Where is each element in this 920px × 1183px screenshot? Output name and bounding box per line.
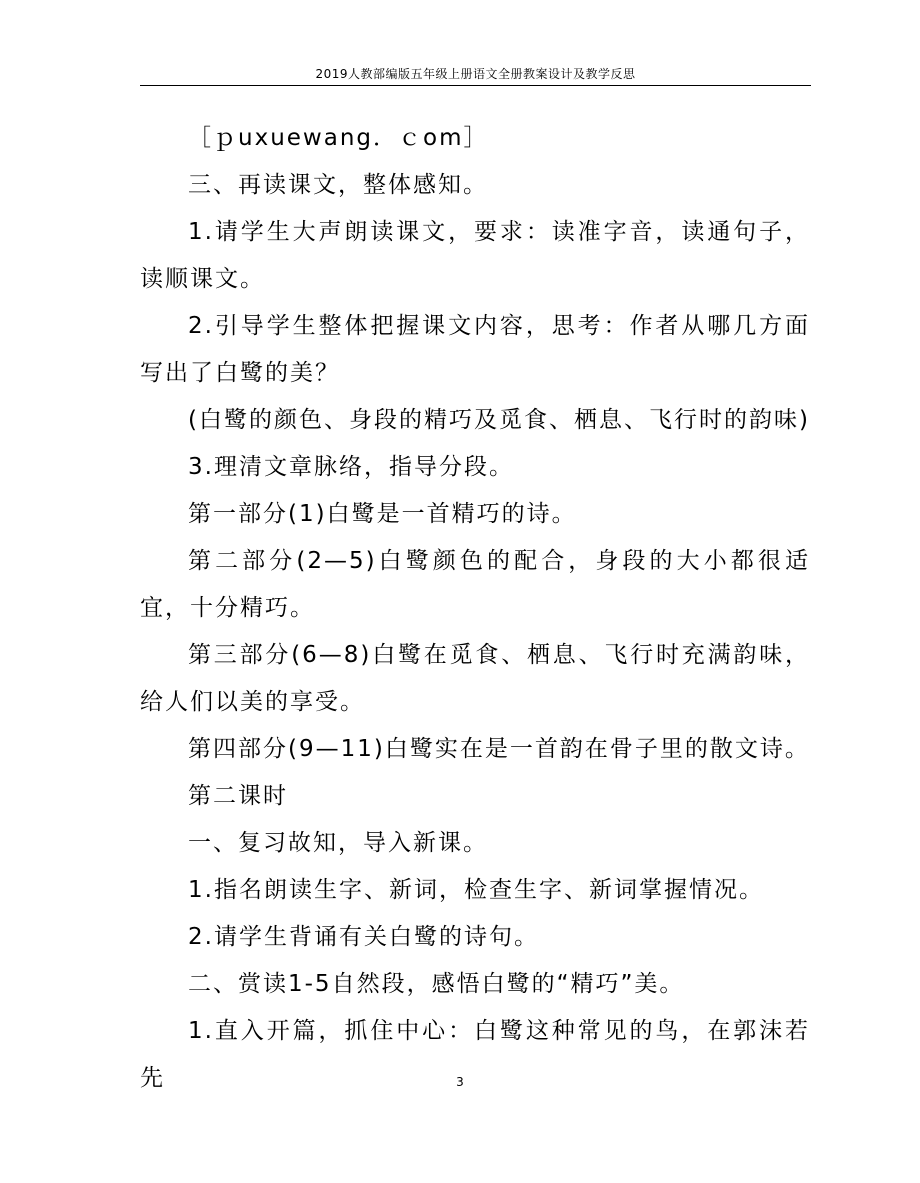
- page-number: 3: [456, 1075, 464, 1089]
- page-header: 2019人教部编版五年级上册语文全册教案设计及教学反思: [315, 67, 636, 81]
- paragraph: 第三部分(6—8)白鹭在觅食、栖息、飞行时充满韵味，给人们以美的享受。: [140, 642, 810, 715]
- header-rule: [140, 85, 811, 86]
- paragraph: 二、赏读1-5自然段，感悟白鹭的“精巧”美。: [188, 971, 685, 997]
- paragraph: 第一部分(1)白鹭是一首精巧的诗。: [188, 501, 577, 527]
- paragraph: 2.引导学生整体把握课文内容，思考：作者从哪几方面写出了白鹭的美？: [140, 313, 810, 386]
- paragraph: 第二部分(2—5)白鹭颜色的配合，身段的大小都很适宜，十分精巧。: [140, 548, 810, 621]
- paragraph: 2.请学生背诵有关白鹭的诗句。: [188, 924, 539, 950]
- paragraph: 第二课时: [188, 783, 288, 809]
- paragraph: 1.请学生大声朗读课文，要求：读准字音，读通句子，读顺课文。: [140, 219, 810, 292]
- body-text: [140, 115, 810, 1102]
- paragraph: (白鹭的颜色、身段的精巧及觅食、栖息、飞行时的韵味): [188, 407, 810, 433]
- paragraph: ［ｐuxuewang．ｃom］: [188, 125, 489, 151]
- paragraph: 1.指名朗读生字、新词，检查生字、新词掌握情况。: [188, 877, 764, 903]
- paragraph: 3.理清文章脉络，指导分段。: [188, 454, 514, 480]
- paragraph: 一、复习故知，导入新课。: [188, 830, 488, 856]
- paragraph: 1.直入开篇，抓住中心：白鹭这种常见的鸟，在郭沫若先: [140, 1018, 810, 1091]
- paragraph: 三、再读课文，整体感知。: [188, 172, 488, 198]
- paragraph: 第四部分(9—11)白鹭实在是一首韵在骨子里的散文诗。: [188, 736, 810, 762]
